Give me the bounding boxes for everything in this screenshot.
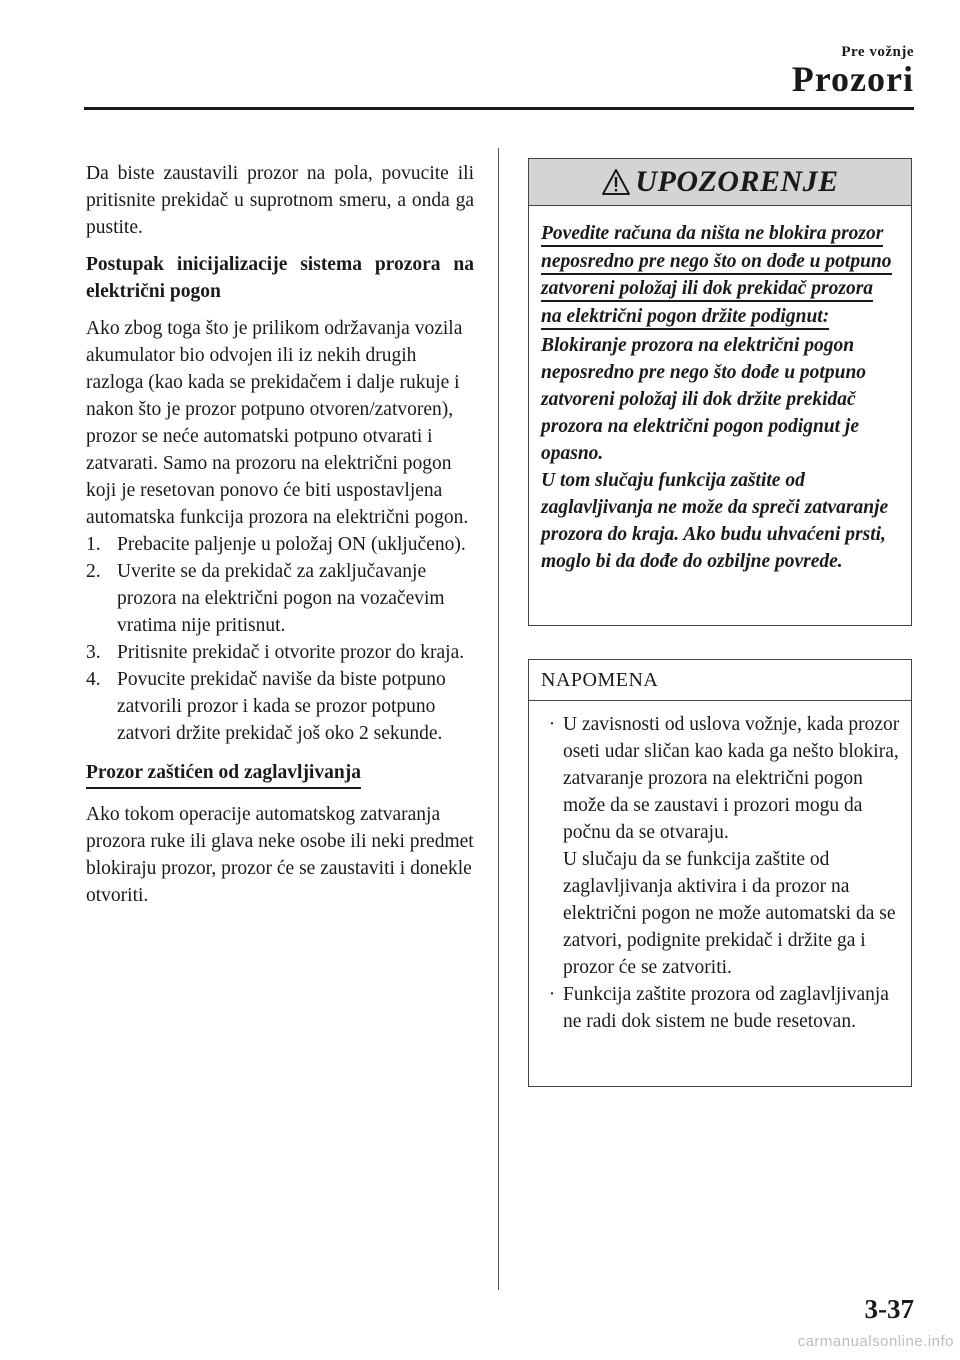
header-rule: [84, 107, 914, 110]
note-item-paragraph: Funkcija zaštite prozora od zaglavljivanja ne radi dok sistem ne bude resetovan.: [563, 984, 889, 1032]
note-item-paragraph: U zavisnosti od uslova vožnje, kada prozor oseti udar sličan kao kada ga nešto blokira, zatvaranje prozora na električni pogon može da se zaustavi i prozori mogu da počnu da se otvaraju.: [563, 714, 900, 843]
warning-header: [529, 159, 911, 206]
step-number: 1.: [86, 534, 101, 555]
step-number: 3.: [86, 642, 101, 663]
note-title: NAPOMENA: [529, 660, 911, 701]
column-divider: [498, 148, 499, 1290]
warning-title: UPOZORENJE: [635, 165, 839, 198]
warning-box: [528, 158, 912, 626]
note-item-text: [563, 711, 901, 981]
warning-body: [529, 206, 911, 575]
warning-lead-text: Povedite računa da ništa ne blokira prozor neposredno pre nego što on dođe u potpuno zatvoreni položaj ili dok prekidač prozora na električni pogon držite podignut:: [541, 223, 892, 330]
intro-paragraph: Da biste zaustavili prozor na pola, povucite ili pritisnite prekidač u suprotnom smeru, a onda ga pustite.: [86, 163, 474, 238]
bullet: ·: [548, 714, 556, 735]
list-item: [541, 711, 901, 981]
pinch-heading: Prozor zaštićen od zaglavljivanja: [86, 761, 361, 789]
note-item-paragraph: U slučaju da se funkcija zaštite od zaglavljivanja aktivira i da prozor na električni pogon ne može automatski da se zatvori, podignite prekidač i držite ga i prozor će se zatvoriti.: [563, 849, 896, 978]
note-body: [529, 701, 911, 1035]
init-paragraph: Ako zbog toga što je prilikom održavanja vozila akumulator bio odvojen ili iz nekih drugih razloga (kao kada se prekidačem i dalje rukuje i nakon što je prozor potpuno otvoren/zatvoren), prozor se neće automatski potpuno otvarati i zatvarati. Samo na prozoru na električni pogon koji je resetovan ponovo će biti uspostavljena automatska funkcija prozora na električni pogon.: [86, 318, 469, 528]
section-label: Pre vožnje: [841, 44, 914, 60]
list-item: [86, 639, 474, 666]
step-text: Povucite prekidač naviše da biste potpuno zatvorili prozor i kada se prozor potpuno zatvori držite prekidač još oko 2 sekunde.: [117, 669, 446, 744]
bullet: ·: [548, 984, 556, 1005]
step-text: Pritisnite prekidač i otvorite prozor do kraja.: [117, 642, 465, 663]
page-number: 3-37: [864, 1294, 914, 1324]
left-column: [86, 160, 474, 919]
page-title: Prozori: [791, 59, 914, 99]
watermark: carmanualsonline.info: [797, 1333, 954, 1350]
list-item: [86, 666, 474, 747]
init-heading: Postupak inicijalizacije sistema prozora na električni pogon: [86, 254, 474, 302]
note-box: [528, 659, 912, 1087]
step-text: Uverite se da prekidač za zaključavanje prozora na električni pogon na vozačevim vratima nije pritisnut.: [117, 561, 445, 636]
list-item: [86, 558, 474, 639]
warning-text-1: Blokiranje prozora na električni pogon neposredno pre nego što dođe u potpuno zatvoreni položaj ili dok držite prekidač prozora na električni pogon podignut je opasno.: [541, 335, 867, 464]
warning-text-2: U tom slučaju funkcija zaštite od zaglavljivanja ne može da spreči zatvaranje prozora do kraja. Ako budu uhvaćeni prsti, moglo bi da dođe do ozbiljne povrede.: [541, 470, 889, 572]
pinch-paragraph: Ako tokom operacije automatskog zatvaranja prozora ruke ili glava neke osobe ili neki predmet blokiraju prozor, prozor će se zaustaviti i donekle otvoriti.: [86, 804, 474, 906]
warning-triangle-icon: [601, 168, 631, 196]
list-item: [86, 531, 474, 558]
init-steps-list: [86, 531, 474, 747]
step-text: Prebacite paljenje u položaj ON (uključeno).: [117, 534, 466, 555]
step-number: 4.: [86, 669, 101, 690]
warning-lead: [541, 220, 897, 330]
list-item: [541, 981, 901, 1035]
note-item-text: [563, 981, 901, 1035]
step-number: 2.: [86, 561, 101, 582]
